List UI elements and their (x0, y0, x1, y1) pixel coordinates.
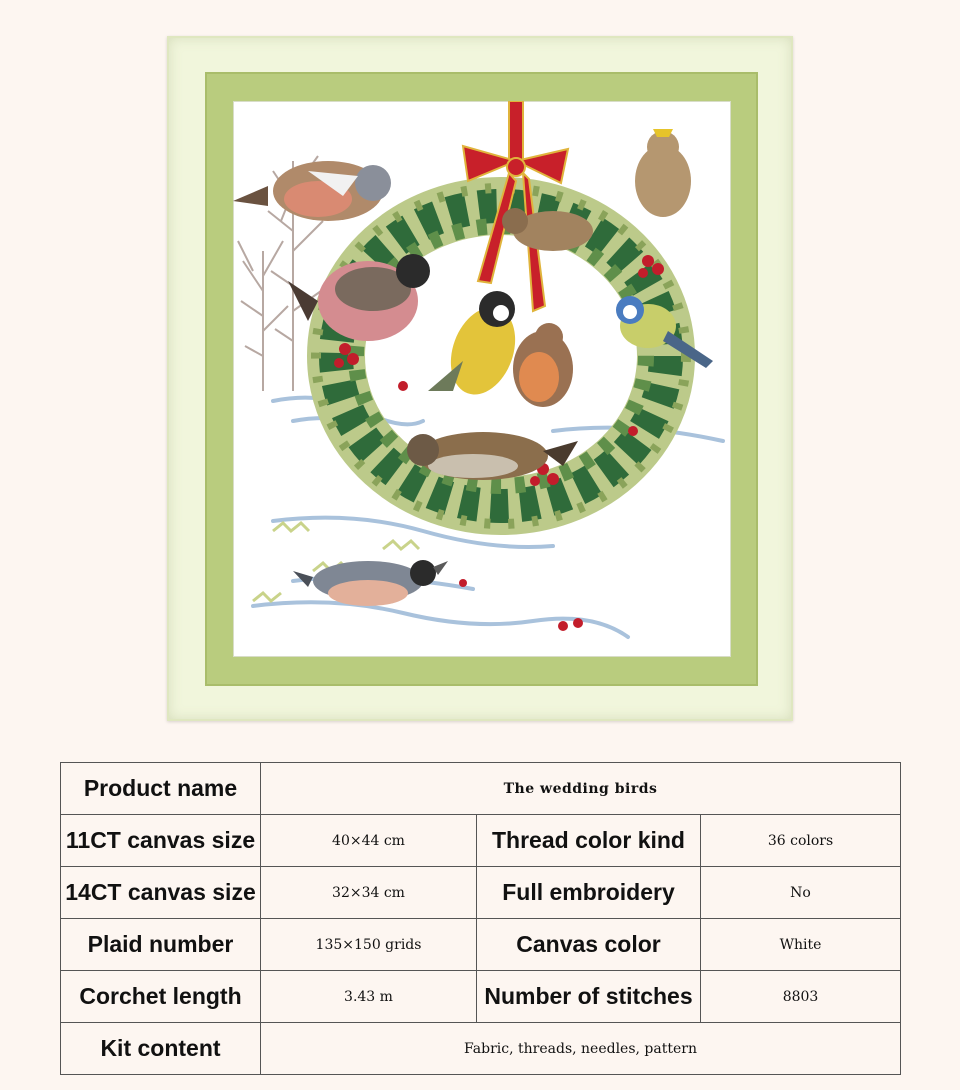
product-specs-table (60, 762, 901, 1075)
table-row (61, 815, 901, 867)
great-tit-bird-icon (428, 291, 527, 404)
plaid-number-value: 135×150 grids (261, 919, 477, 971)
canvas-14ct-value: 32×34 cm (261, 867, 477, 919)
canvas-11ct-value: 40×44 cm (261, 815, 477, 867)
canvas-14ct-label: 14CT canvas size (61, 867, 261, 919)
kit-content-label: Kit content (61, 1023, 261, 1075)
table-row (61, 763, 901, 815)
thread-kind-value: 36 colors (701, 815, 901, 867)
table-row (61, 867, 901, 919)
canvas-color-value: White (701, 919, 901, 971)
stitches-value: 8803 (701, 971, 901, 1023)
thread-kind-label: Thread color kind (477, 815, 701, 867)
goldfinch-bird-icon (635, 129, 691, 217)
chaffinch-bird-icon (233, 161, 391, 221)
product-name-value: The wedding birds (261, 763, 901, 815)
stitches-label: Number of stitches (477, 971, 701, 1023)
corchet-length-label: Corchet length (61, 971, 261, 1023)
corchet-length-value: 3.43 m (261, 971, 477, 1023)
table-row (61, 971, 901, 1023)
wreath-birds-illustration (233, 101, 731, 657)
full-embroidery-label: Full embroidery (477, 867, 701, 919)
product-name-label: Product name (61, 763, 261, 815)
canvas-11ct-label: 11CT canvas size (61, 815, 261, 867)
table-row (61, 919, 901, 971)
plaid-number-label: Plaid number (61, 919, 261, 971)
cross-stitch-artwork (233, 101, 731, 657)
table-row (61, 1023, 901, 1075)
bullfinch-bird-icon (288, 254, 430, 341)
full-embroidery-value: No (701, 867, 901, 919)
kit-content-value: Fabric, threads, needles, pattern (261, 1023, 901, 1075)
canvas-color-label: Canvas color (477, 919, 701, 971)
robin-bird-icon (513, 323, 573, 407)
